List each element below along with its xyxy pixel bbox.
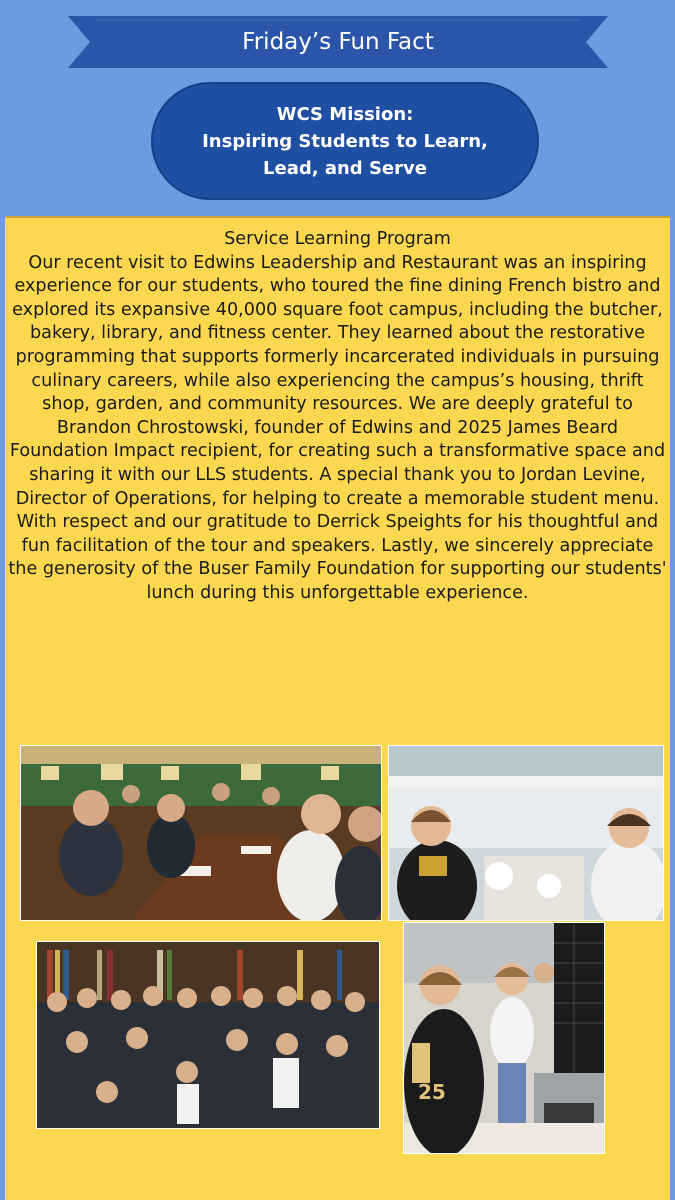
mission-line-2: Inspiring Students to Learn, <box>202 130 488 152</box>
article <box>5 228 670 606</box>
article-body: Our recent visit to Edwins Leadership and Restaurant was an inspiring experience for our students, who toured the fine dining French bistro and explored its expansive 40,000 square foot campus, including the butcher, bakery, library, and fitness center. They learned about the restorative programming that supports formerly incarcerated individuals in pursuing culinary careers, while also experiencing the campus’s housing, thrift shop, garden, and community resources. We are deeply grateful to Brandon Chrostowski, founder of Edwins and 2025 James Beard Foundation Impact recipient, for creating such a transformative space and sharing it with our LLS students. A special thank you to Jordan Levine, Director of Operations, for helping to create a memorable student menu. With respect and our gratitude to Derrick Speights for his thoughtful and fun facilitation of the tour and speakers. Lastly, we sincerely appreciate the generosity of the Buser Family Foundation for supporting our students' lunch during this unforgettable experience. <box>8 252 667 603</box>
mission-line-3: Lead, and Serve <box>263 157 427 179</box>
group-in-library-photo <box>36 941 380 1129</box>
svg-text:25: 25 <box>418 1080 446 1104</box>
content-panel <box>5 216 670 1200</box>
two-students-at-table-photo <box>388 745 664 921</box>
title-banner <box>68 16 608 68</box>
article-heading: Service Learning Program <box>224 229 451 249</box>
banner-title: Friday’s Fun Fact <box>242 29 434 55</box>
students-in-kitchen-photo <box>403 922 605 1154</box>
students-dining-room-photo <box>20 745 382 921</box>
mission-line-1: WCS Mission: <box>276 103 414 125</box>
mission-badge <box>151 82 539 200</box>
